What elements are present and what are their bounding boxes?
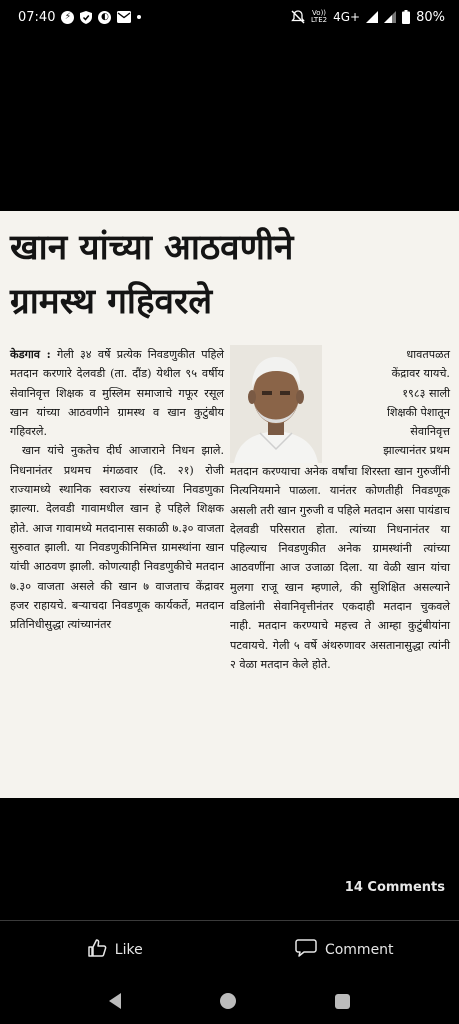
article-paragraph-2: खान यांचे नुकतेच दीर्घ आजाराने निधन झाले. निधनानंतर प्रथमच मंगळवार (दि. २१) रोजी राज्यामध्ये स्थानिक स्वराज्य संस्थांच्या निवडणुका झाल्या. देलवडी गावामधील खान हे पहिले शिक्षक होते. आज गावामध्ये मतदानास सकाळी ७.३० वाजता सुरुवात झाली. या निवडणुकीनिमित्त ग्रामस्थांना खान यांची आठवण झाली. कोणत्याही निवडणुकीचे मतदान ७.३० वाजता असले की खान ७ वाजताच केंद्रावर हजर राहायचे. बऱ्याचदा निवडणूक कार्यकर्ते, मतदान प्रतिनिधीसुद्धा त्यांच्यानंतर [10, 444, 224, 632]
shield-icon [80, 11, 92, 24]
comment-label: Comment [324, 942, 394, 958]
headline-line-1: खान यांच्या आठवणीने [10, 228, 294, 268]
status-right [291, 10, 445, 25]
mute-icon [291, 10, 305, 24]
right-top-line: शिक्षकी पेशातून [386, 405, 450, 419]
article-paragraph-3: मतदान करण्याचा अनेक वर्षांचा शिरस्ता खान गुरुजींनी नित्यनियमाने पाळला. यानंतर कोणतीही निवडणूक असली तरी खान गुरुजी व पहिले मतदान असा पायंडाच देलवडी परिसरात होता. त्यांच्या निधनानंतर या पहिल्याच निवडणुकीत अनेक ग्रामस्थांनी त्यांच्या आठवणींना आज उजाळा दिला. या वेळी खान यांचा मुलगा राजू खान म्हणाले, की सुशिक्षित असल्याने वडिलांनी सेवानिवृत्तीनंतर एकदाही मतदान चुकवले नाही. मतदान करण्याचे महत्त्व ते आम्हा कुटुंबीयांना पटवायचे. गेली ५ वर्षे अंथरुणावर असतानासुद्धा त्यांनी २ वेळा मतदान केले होते. [230, 465, 450, 671]
notification-dot-icon [137, 15, 141, 19]
portrait-photo [230, 345, 322, 463]
comments-count-link[interactable]: 14 Comments [344, 880, 445, 895]
article-right-top-lines [328, 345, 450, 461]
battery-level: 80% [416, 9, 445, 25]
paragraph-1-text: गेली ३४ वर्षे प्रत्येक निवडणुकीत पहिले मतदान करणारे देलवडी (ता. दौंड) येथील ९५ वर्षीय सेवानिवृत्त शिक्षक व मुस्लिम समाजाचे गफूर रसूल खान यांच्या आठवणीने ग्रामस्थ व खान कुटुंबीय गहिवरले. [10, 348, 224, 439]
thumbs-up-icon [87, 938, 107, 962]
signal-strength-2-icon [384, 11, 396, 23]
article-left-column [10, 345, 224, 634]
divider [0, 920, 459, 921]
newspaper-clipping[interactable] [0, 211, 459, 798]
post-action-bar [0, 930, 459, 970]
article-dateline: केडगाव : [10, 347, 51, 361]
comment-button[interactable] [230, 930, 459, 970]
network-type: 4G+ [333, 10, 361, 24]
volte-bottom: LTE2 [311, 16, 328, 24]
like-button[interactable] [0, 930, 230, 970]
home-icon[interactable] [220, 993, 236, 1009]
article-headline [10, 221, 450, 329]
messenger-icon: ⚡ [61, 11, 74, 24]
status-left [18, 10, 141, 25]
status-bar [0, 0, 459, 34]
like-label: Like [114, 942, 143, 958]
status-time: 07:40 [18, 9, 56, 25]
right-top-line: धावतपळत [406, 348, 450, 361]
article-paragraph-1 [10, 345, 224, 441]
signal-strength-1-icon [366, 11, 378, 23]
article-right-column [230, 462, 450, 674]
mail-icon [117, 11, 131, 23]
volte-top: Vo)) [312, 9, 327, 17]
volte-label [311, 10, 327, 24]
back-icon[interactable] [109, 993, 121, 1009]
right-top-line: झाल्यानंतर प्रथम [383, 444, 450, 458]
headline-line-2: ग्रामस्थ गहिवरले [10, 282, 213, 322]
app-icon: ◐ [98, 11, 111, 24]
right-top-line: सेवानिवृत्त [410, 425, 450, 439]
right-top-line: १९८३ साली [402, 386, 450, 400]
right-top-line: केंद्रावर यायचे. [391, 367, 450, 381]
speech-bubble-icon [295, 938, 317, 962]
system-navigation-bar [0, 978, 459, 1024]
recent-apps-icon[interactable] [335, 994, 350, 1009]
battery-icon [402, 10, 410, 24]
